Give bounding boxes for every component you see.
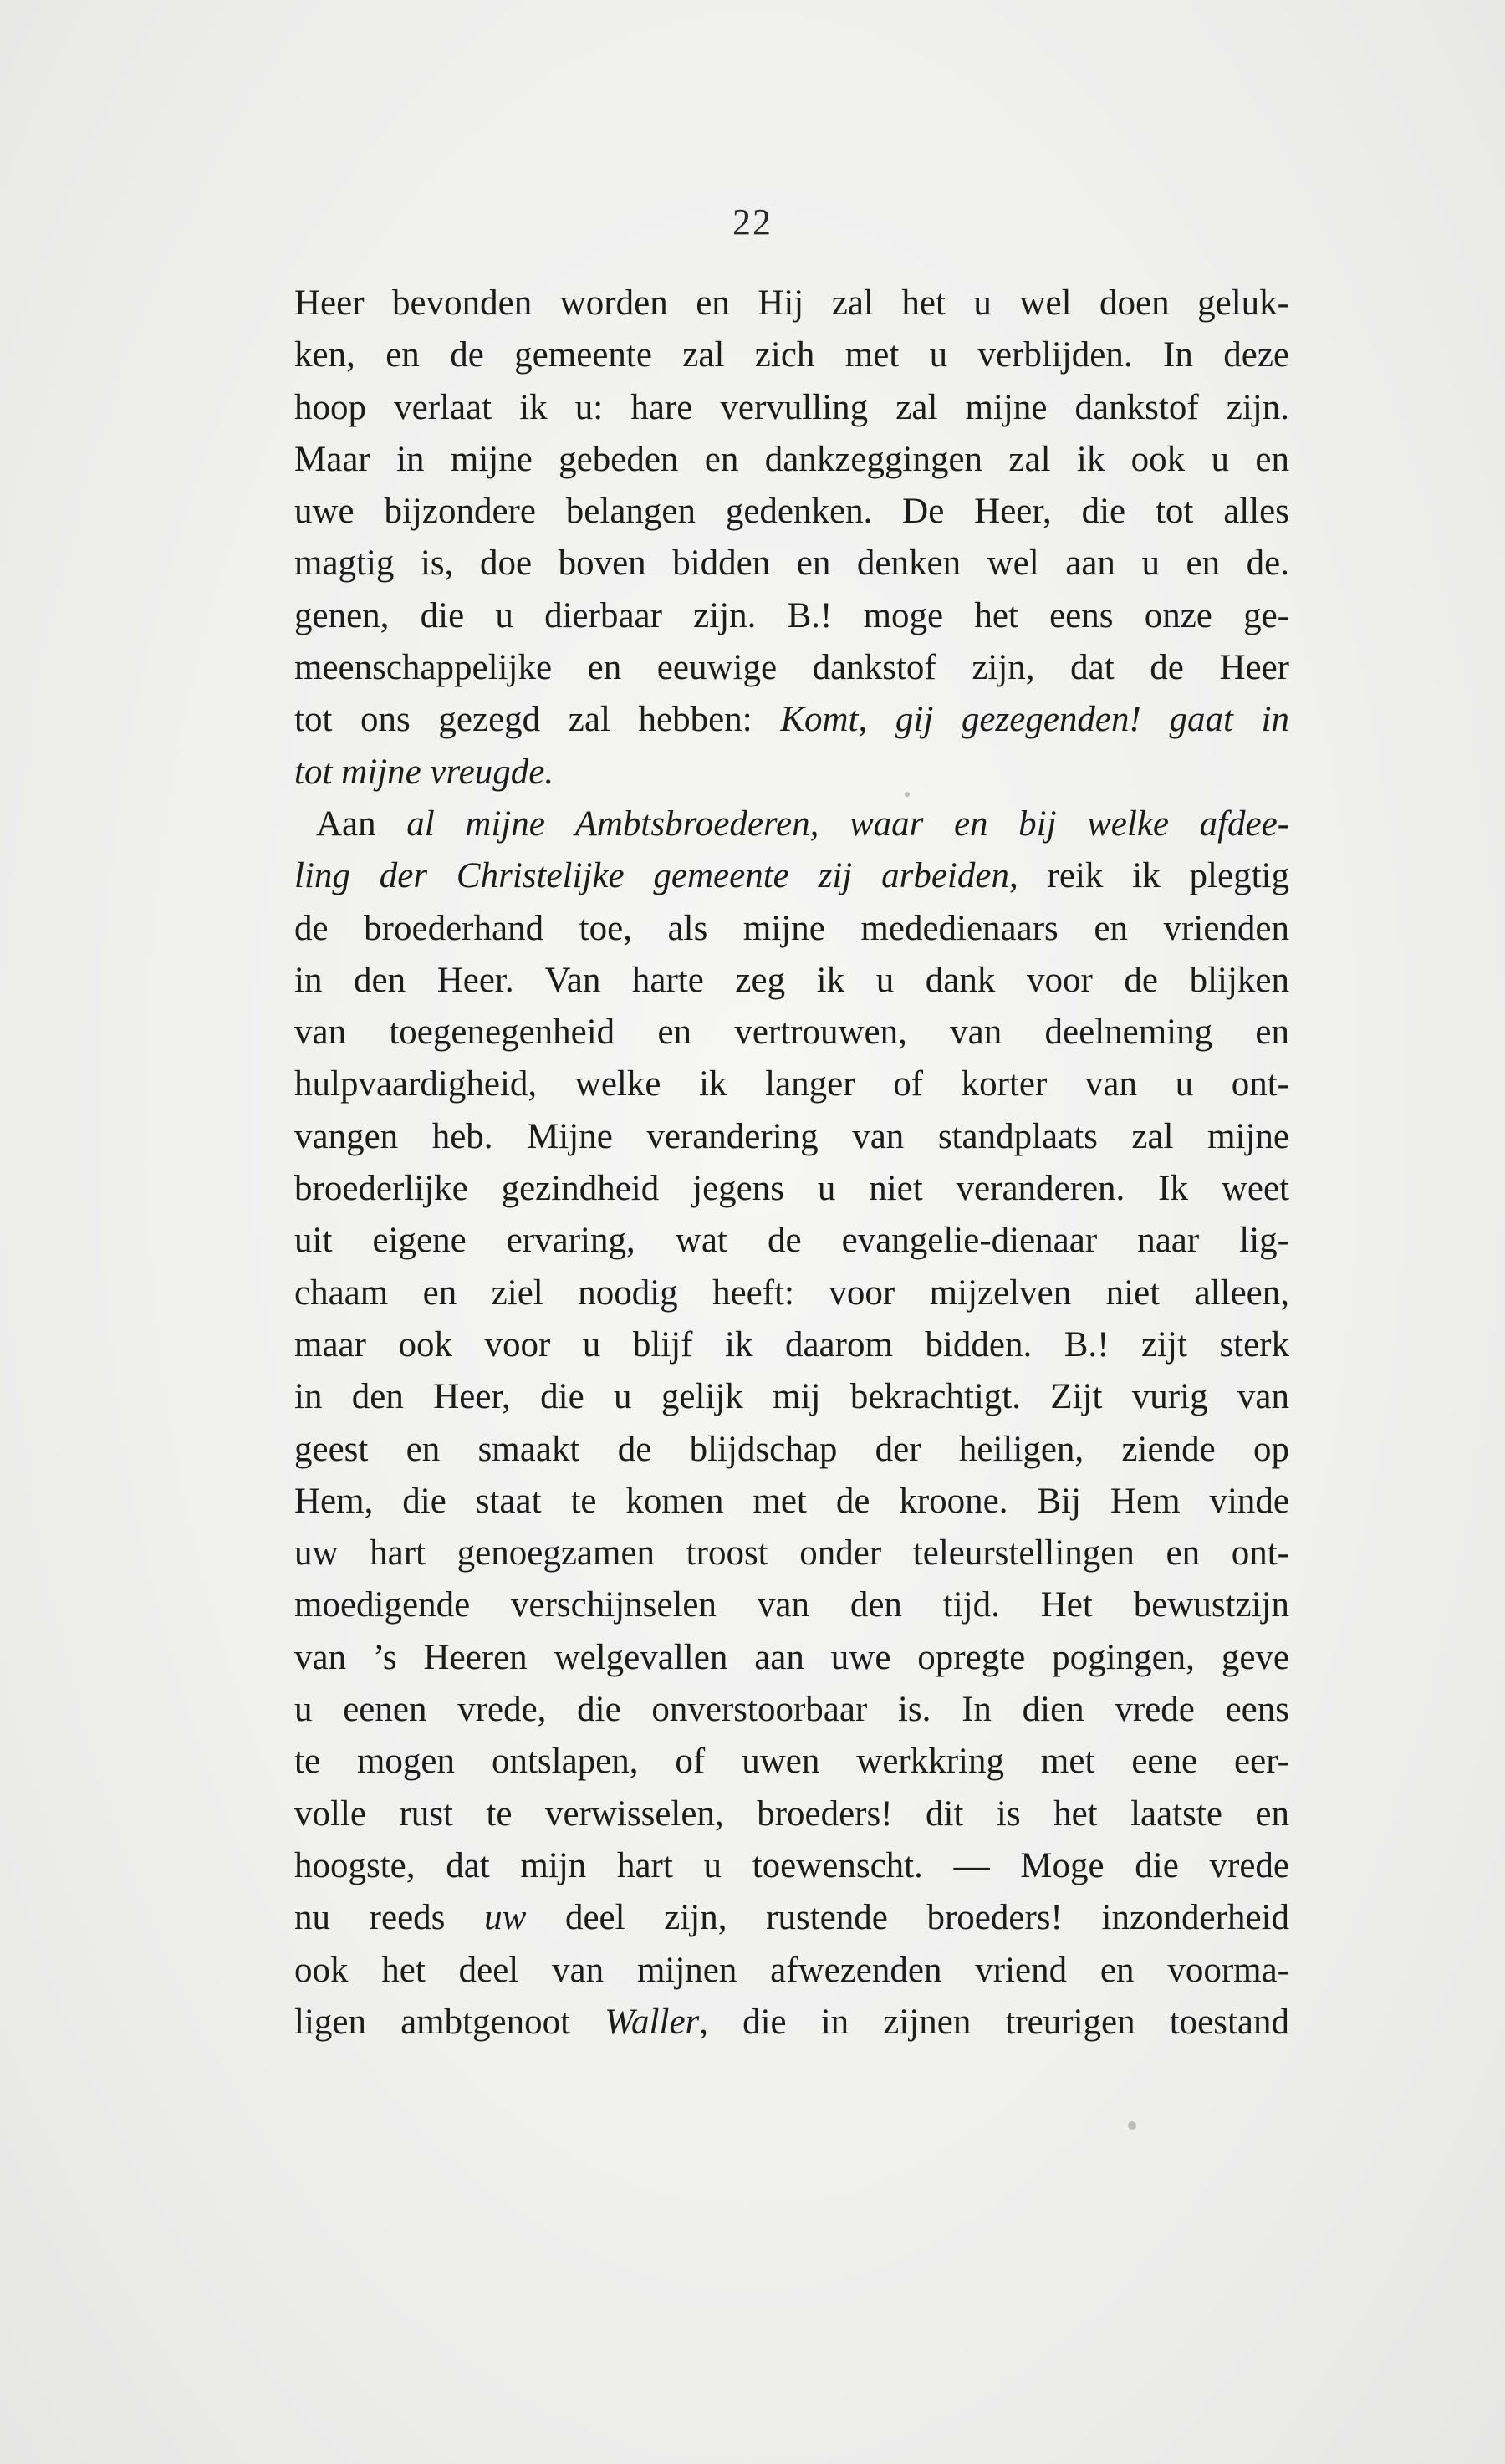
text-line: [294, 1892, 1289, 1944]
text-segment: volle rust te verwisselen, broeders! dit is het laatste en: [294, 1793, 1289, 1834]
text-line: [294, 1997, 1289, 2048]
text-segment: deel zijn, rustende broeders! inzonderheid: [526, 1898, 1289, 1938]
text-segment: Hem, die staat te komen met de kroone. Bij Hem vinde: [294, 1481, 1289, 1521]
text-line: [294, 1788, 1289, 1840]
text-segment: u eenen vrede, die onverstoorbaar is. In dien vrede eens: [294, 1690, 1289, 1730]
text-segment: in den Heer, die u gelijk mij bekrachtigt. Zijt vurig van: [294, 1377, 1289, 1417]
text-line: [294, 1163, 1289, 1215]
text-segment: moedigende verschijnselen van den tijd. Het bewustzijn: [294, 1585, 1289, 1625]
text-segment: maar ook voor u blijf ik daarom bidden. B.! zijt sterk: [294, 1324, 1289, 1365]
text-line: [294, 1268, 1289, 1319]
italic-text: uw: [484, 1898, 527, 1938]
text-segment: de broederhand toe, als mijne mededienaars en vrienden: [294, 908, 1289, 948]
text-segment: vangen heb. Mijne verandering van standplaats zal mijne: [294, 1116, 1289, 1156]
text-segment: uit eigene ervaring, wat de evangelie-dienaar naar lig-: [294, 1221, 1289, 1261]
text-line: [294, 1059, 1289, 1110]
text-segment: hoop verlaat ik u: hare vervulling zal mijne dankstof zijn.: [294, 387, 1289, 427]
text-segment: hoogste, dat mijn hart u toewenscht. — Moge die vrede: [294, 1845, 1289, 1885]
text-segment: ligen ambtgenoot: [294, 2002, 605, 2042]
text-segment: chaam en ziel noodig heeft: voor mijzelven niet alleen,: [294, 1273, 1289, 1313]
text-segment: uw hart genoegzamen troost onder teleurstellingen en ont-: [294, 1533, 1289, 1574]
text-line: [294, 1840, 1289, 1892]
text-segment: meenschappelijke en eeuwige dankstof zijn, dat de Heer: [294, 648, 1289, 688]
text-line: [294, 642, 1289, 694]
text-line: [294, 1632, 1289, 1684]
text-line: [294, 1007, 1289, 1059]
italic-text: ling der Christelijke gemeente zij arbeiden: [294, 856, 1009, 896]
text-line: [294, 798, 1289, 850]
text-segment: broederlijke gezindheid jegens u niet veranderen. Ik weet: [294, 1169, 1289, 1209]
body-text: [294, 278, 1289, 2048]
text-line: [294, 382, 1289, 434]
text-line: [294, 538, 1289, 589]
text-line: [294, 1476, 1289, 1528]
text-segment: Heer bevonden worden en Hij zal het u wel doen geluk-: [294, 283, 1289, 323]
text-segment: in den Heer. Van harte zeg ik u dank voor de blijken: [294, 960, 1289, 1000]
text-line: [294, 1424, 1289, 1476]
text-line: [294, 1111, 1289, 1163]
text-segment: hulpvaardigheid, welke ik langer of korter van u ont-: [294, 1064, 1289, 1104]
text-line: [294, 1579, 1289, 1631]
text-segment: van toegenegenheid en vertrouwen, van deelneming en: [294, 1013, 1289, 1053]
text-line: [294, 747, 1289, 798]
paper-speck: [905, 792, 910, 797]
italic-text: Komt, gij gezegenden! gaat in: [780, 700, 1289, 740]
text-line: [294, 486, 1289, 538]
text-line: [294, 1528, 1289, 1579]
text-segment: , die in zijnen treurigen toestand: [699, 2002, 1289, 2042]
text-segment: ook het deel van mijnen afwezenden vriend en voorma-: [294, 1950, 1289, 1990]
text-line: [294, 329, 1289, 381]
text-line: [294, 590, 1289, 642]
text-segment: , reik ik plegtig: [1008, 856, 1289, 896]
italic-text: al mijne Ambtsbroederen, waar en bij welke afdee-: [406, 803, 1289, 844]
text-line: [294, 1371, 1289, 1423]
text-segment: genen, die u dierbaar zijn. B.! moge het eens onze ge-: [294, 595, 1289, 635]
text-line: [294, 278, 1289, 329]
text-line: [294, 1684, 1289, 1736]
text-segment: tot ons gezegd zal hebben:: [294, 700, 781, 740]
text-line: [294, 903, 1289, 955]
text-line: [294, 850, 1289, 902]
text-segment: te mogen ontslapen, of uwen werkkring met eene eer-: [294, 1742, 1289, 1782]
text-segment: Maar in mijne gebeden en dankzeggingen zal ik ook u en: [294, 439, 1289, 479]
text-segment: nu reeds: [294, 1898, 485, 1938]
text-segment: magtig is, doe boven bidden en denken wel aan u en de.: [294, 543, 1289, 584]
text-segment: ken, en de gemeente zal zich met u verblijden. In deze: [294, 335, 1289, 375]
italic-text: Waller: [605, 2002, 700, 2042]
text-segment: Aan: [316, 803, 407, 844]
text-line: [294, 1736, 1289, 1788]
text-segment: geest en smaakt de blijdschap der heiligen, ziende op: [294, 1429, 1289, 1469]
text-line: [294, 1215, 1289, 1267]
paper-speck: [1128, 2121, 1136, 2130]
text-line: [294, 434, 1289, 486]
text-line: [294, 694, 1289, 746]
text-line: [294, 1319, 1289, 1371]
text-segment: uwe bijzondere belangen gedenken. De Heer, die tot alles: [294, 492, 1289, 532]
italic-text: tot mijne vreugde.: [294, 752, 554, 792]
text-line: [294, 1945, 1289, 1997]
page-number: 22: [732, 202, 773, 242]
text-segment: van ’s Heeren welgevallen aan uwe opregte pogingen, geve: [294, 1637, 1289, 1677]
text-line: [294, 955, 1289, 1007]
